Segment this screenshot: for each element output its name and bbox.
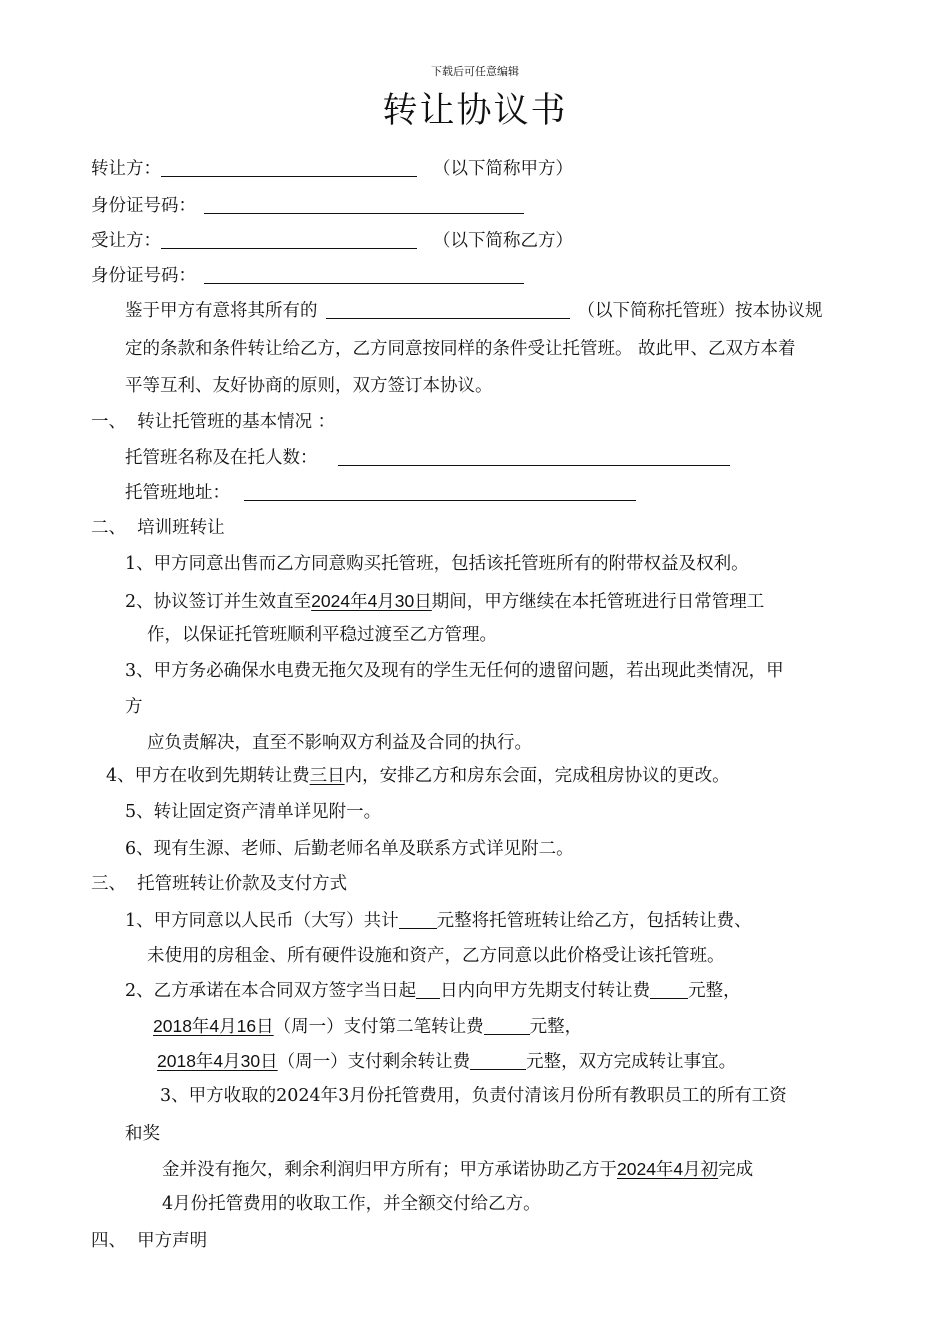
item-text: 元整， <box>529 1017 583 1037</box>
final-payment-date: 2018年4月30日 <box>157 1051 278 1071</box>
address-blank[interactable] <box>244 482 636 501</box>
transferee-name-blank[interactable] <box>161 230 417 249</box>
preamble-line-1 <box>125 299 823 323</box>
name-count-label: 托管班名称及在托人数： <box>125 448 318 468</box>
transferor-name-blank[interactable] <box>161 158 417 177</box>
item-text: （周一）支付剩余转让费 <box>277 1052 471 1072</box>
s2-item-6: 6、现有生源、老师、后勤老师名单及联系方式详见附二。 <box>125 839 574 859</box>
s3-item-3: 3、甲方收取的2024年3月份托管费用，负责付清该月份所有教职员工的所有工资 <box>160 1086 787 1106</box>
s2-item-2 <box>125 589 764 614</box>
s3-final-payment <box>157 1049 736 1074</box>
preamble-line-2: 定的条款和条件转让给乙方，乙方同意按同样的条件受让托管班。 故此甲、乙双方本着 <box>125 339 796 359</box>
item-text: 日内向甲方先期支付转让费 <box>440 981 651 1001</box>
property-blank[interactable] <box>326 300 570 319</box>
transferee-line <box>91 229 573 253</box>
header-note: 下载后可任意编辑 <box>431 65 519 78</box>
section-4-heading: 四、 甲方声明 <box>91 1231 208 1251</box>
item-text: 内，安排乙方和房东会面，完成租房协议的更改。 <box>344 766 730 786</box>
name-count-line <box>125 446 730 470</box>
item-text: 2、协议签订并生效直至 <box>125 592 312 612</box>
preamble-text: 鉴于甲方有意将其所有的 <box>125 301 318 321</box>
s2-item-3-cont-2: 应负责解决，直至不影响双方利益及合同的执行。 <box>147 733 532 753</box>
s2-item-2-cont: 作，以保证托管班顺利平稳过渡至乙方管理。 <box>147 625 497 645</box>
s3-item-2 <box>125 979 741 1003</box>
address-line <box>125 481 636 505</box>
transferee-id-line <box>91 264 524 288</box>
completion-date: 2024年4月初 <box>617 1159 719 1179</box>
item-text: （周一）支付第二笔转让费 <box>273 1017 484 1037</box>
preamble-line-3: 平等互利、友好协商的原则，双方签订本协议。 <box>125 376 493 396</box>
id-label: 身份证号码： <box>91 196 196 216</box>
item-text: 元整将托管班转让给乙方，包括转让费、 <box>436 911 752 931</box>
section-1-heading: 一、 转让托管班的基本情况 ： <box>91 412 336 432</box>
address-label: 托管班地址： <box>125 483 230 503</box>
section-3-heading: 三、 托管班转让价款及支付方式 <box>91 874 348 894</box>
id-label: 身份证号码： <box>91 266 196 286</box>
transferor-label: 转让方： <box>91 159 161 179</box>
final-payment-blank[interactable] <box>470 1051 526 1070</box>
s3-item-3-cont: 和奖 <box>125 1124 160 1144</box>
item-text: 4、甲方在收到先期转让费 <box>106 766 310 786</box>
second-payment-blank[interactable] <box>484 1016 530 1035</box>
item-text: 完成 <box>718 1160 754 1180</box>
item-text: 金并没有拖欠，剩余利润归甲方所有；甲方承诺协助乙方于 <box>162 1160 617 1180</box>
transferee-note: （以下简称乙方） <box>433 231 573 251</box>
item-text: 元整，双方完成转让事宜。 <box>526 1052 737 1072</box>
s2-item-5: 5、转让固定资产清单详见附一。 <box>125 802 382 822</box>
item-text: 元整， <box>688 981 741 1001</box>
s3-second-payment <box>153 1014 582 1039</box>
name-count-blank[interactable] <box>338 447 730 466</box>
s2-item-1: 1、甲方同意出售而乙方同意购买托管班，包括该托管班所有的附带权益及权利。 <box>125 554 749 574</box>
second-payment-date: 2018年4月16日 <box>153 1016 274 1036</box>
s2-item-3: 3、甲方务必确保水电费无拖欠及现有的学生无任何的遗留问题，若出现此类情况，甲 <box>125 661 784 681</box>
transferor-note: （以下简称甲方） <box>433 159 573 179</box>
item-text: 2、乙方承诺在本合同双方签字当日起 <box>125 981 417 1001</box>
s3-item-3-cont-3: 4月份托管费用的收取工作，并全额交付给乙方。 <box>162 1194 541 1214</box>
item-text: 期间，甲方继续在本托管班进行日常管理工 <box>431 592 765 612</box>
s2-item-3-cont: 方 <box>125 697 143 717</box>
days-term: 三日 <box>309 766 345 786</box>
transferee-label: 受让方： <box>91 231 161 251</box>
s3-item-1 <box>125 909 752 933</box>
handover-date: 2024年4月30日 <box>311 591 432 611</box>
section-2-heading: 二、 培训班转让 <box>91 518 225 538</box>
preamble-text: （以下简称托管班）按本协议规 <box>577 301 823 321</box>
total-price-blank[interactable] <box>399 910 437 929</box>
document-title: 转让协议书 <box>382 91 568 131</box>
first-payment-blank[interactable] <box>650 980 688 999</box>
days-blank[interactable] <box>416 980 440 999</box>
transferee-id-blank[interactable] <box>204 265 524 284</box>
transferor-id-line <box>91 194 524 218</box>
transferor-id-blank[interactable] <box>204 195 524 214</box>
transferor-line <box>91 157 573 181</box>
s3-item-1-cont: 未使用的房租金、所有硬件设施和资产，乙方同意以此价格受让该托管班。 <box>147 946 725 966</box>
item-text: 1、甲方同意以人民币（大写）共计 <box>125 911 399 931</box>
s2-item-4 <box>106 764 730 788</box>
s3-item-3-cont-2 <box>162 1157 753 1182</box>
